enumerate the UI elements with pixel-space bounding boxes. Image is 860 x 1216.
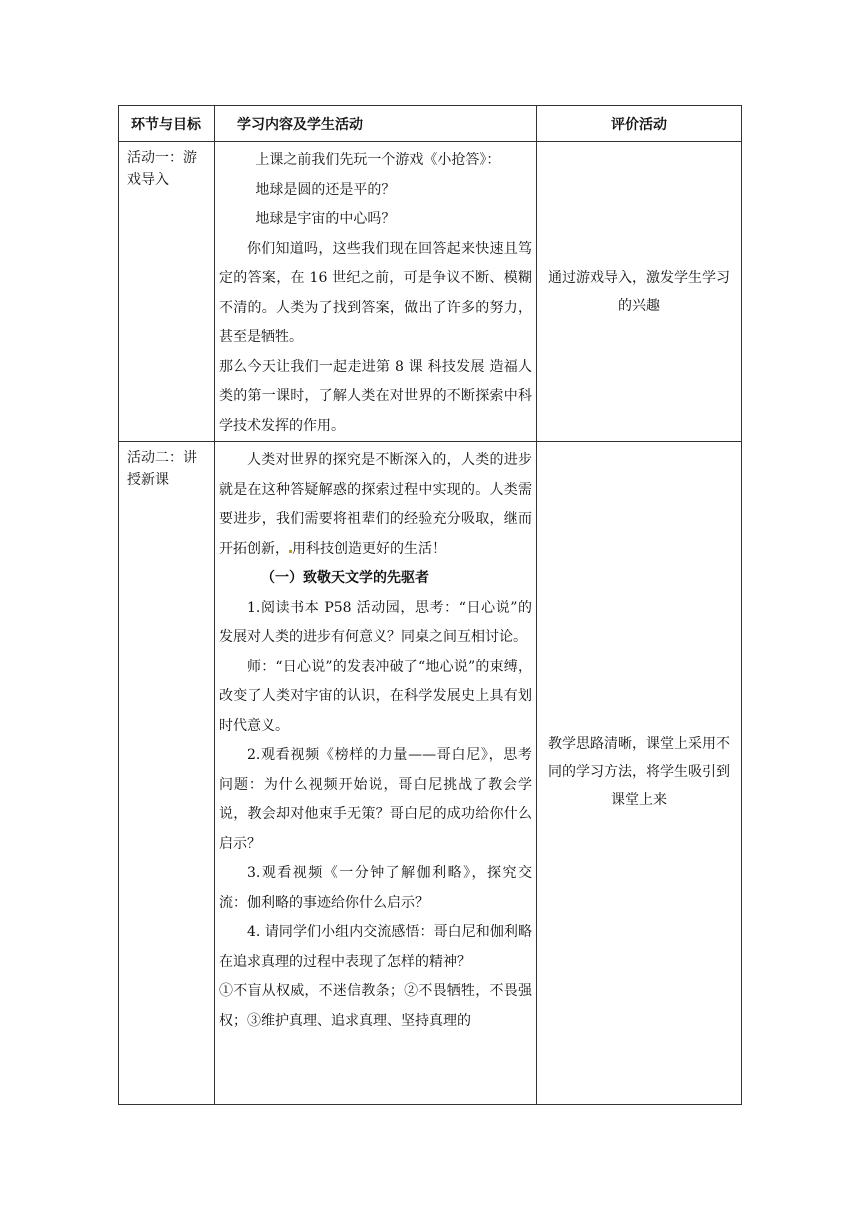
content-text: 用科技创造更好的生活！ <box>292 540 446 557</box>
header-content: 学习内容及学生活动 <box>215 106 537 142</box>
content-paragraph: 地球是宇宙的中心吗？ <box>255 211 396 227</box>
content-paragraph: 上课之前我们先玩一个游戏《小抢答》： <box>255 152 501 168</box>
evaluation-cell: 通过游戏导入，激发学生学习的兴趣 <box>537 142 742 442</box>
content-paragraph: 4. 请同学们小组内交流感悟：哥白尼和伽利略在追求真理的过程中表现了怎样的精神？ <box>219 924 532 970</box>
content-paragraph: 1.阅读书本 P58 活动园，思考：“日心说”的发展对人类的进步有何意义？同桌之间互相讨论。 <box>219 599 532 645</box>
stage-cell: 活动一：游戏导入 <box>119 142 215 442</box>
section-heading: （一）致敬天文学的先驱者 <box>261 570 429 586</box>
header-stage: 环节与目标 <box>119 106 215 142</box>
content-paragraph: 3.观看视频《一分钟了解伽利略》，探究交流：伽利略的事迹给你什么启示？ <box>219 865 532 911</box>
content-paragraph: 师：“日心说”的发表冲破了“地心说”的束缚，改变了人类对宇宙的认识，在科学发展史上具有划时代意义。 <box>219 658 532 734</box>
content-paragraph: 地球是圆的还是平的？ <box>255 181 396 198</box>
lesson-plan-table <box>118 105 742 1105</box>
evaluation-cell: 教学思路清晰，课堂上采用不同的学习方法，将学生吸引到课堂上来 <box>537 442 742 1105</box>
stage-cell: 活动二：讲授新课 <box>119 442 215 1105</box>
table-row <box>119 442 742 1105</box>
header-evaluation: 评价活动 <box>537 106 742 142</box>
table-row <box>119 142 742 442</box>
content-paragraph: 那么今天让我们一起走进第 8 课 科技发展 造福人类的第一课时，了解人类在对世界的不断探索中科学技术发挥的作用。 <box>219 358 532 434</box>
content-paragraph: 你们知道吗，这些我们现在回答起来快速且笃定的答案，在 16 世纪之前，可是争议不断、模糊不清的。人类为了找到答案，做出了许多的努力，甚至是牺牲。 <box>219 240 532 345</box>
content-cell <box>215 142 537 442</box>
table-header-row <box>119 106 742 142</box>
content-paragraph <box>219 446 532 564</box>
content-text: 人类对世界的探究是不断深入的，人类的进步就是在这种答疑解惑的探索过程中实现的。人类需要进步，我们需要将祖辈们的经验充分吸取，继而开拓创新， <box>219 452 532 557</box>
content-paragraph: ①不盲从权威，不迷信教条；②不畏牺牲，不畏强权；③维护真理、追求真理、坚持真理的 <box>219 983 532 1029</box>
content-cell <box>215 442 537 1105</box>
content-paragraph: 2.观看视频《榜样的力量——哥白尼》，思考问题：为什么视频开始说，哥白尼挑战了教会学说，教会却对他束手无策？哥白尼的成功给你什么启示？ <box>219 747 532 852</box>
